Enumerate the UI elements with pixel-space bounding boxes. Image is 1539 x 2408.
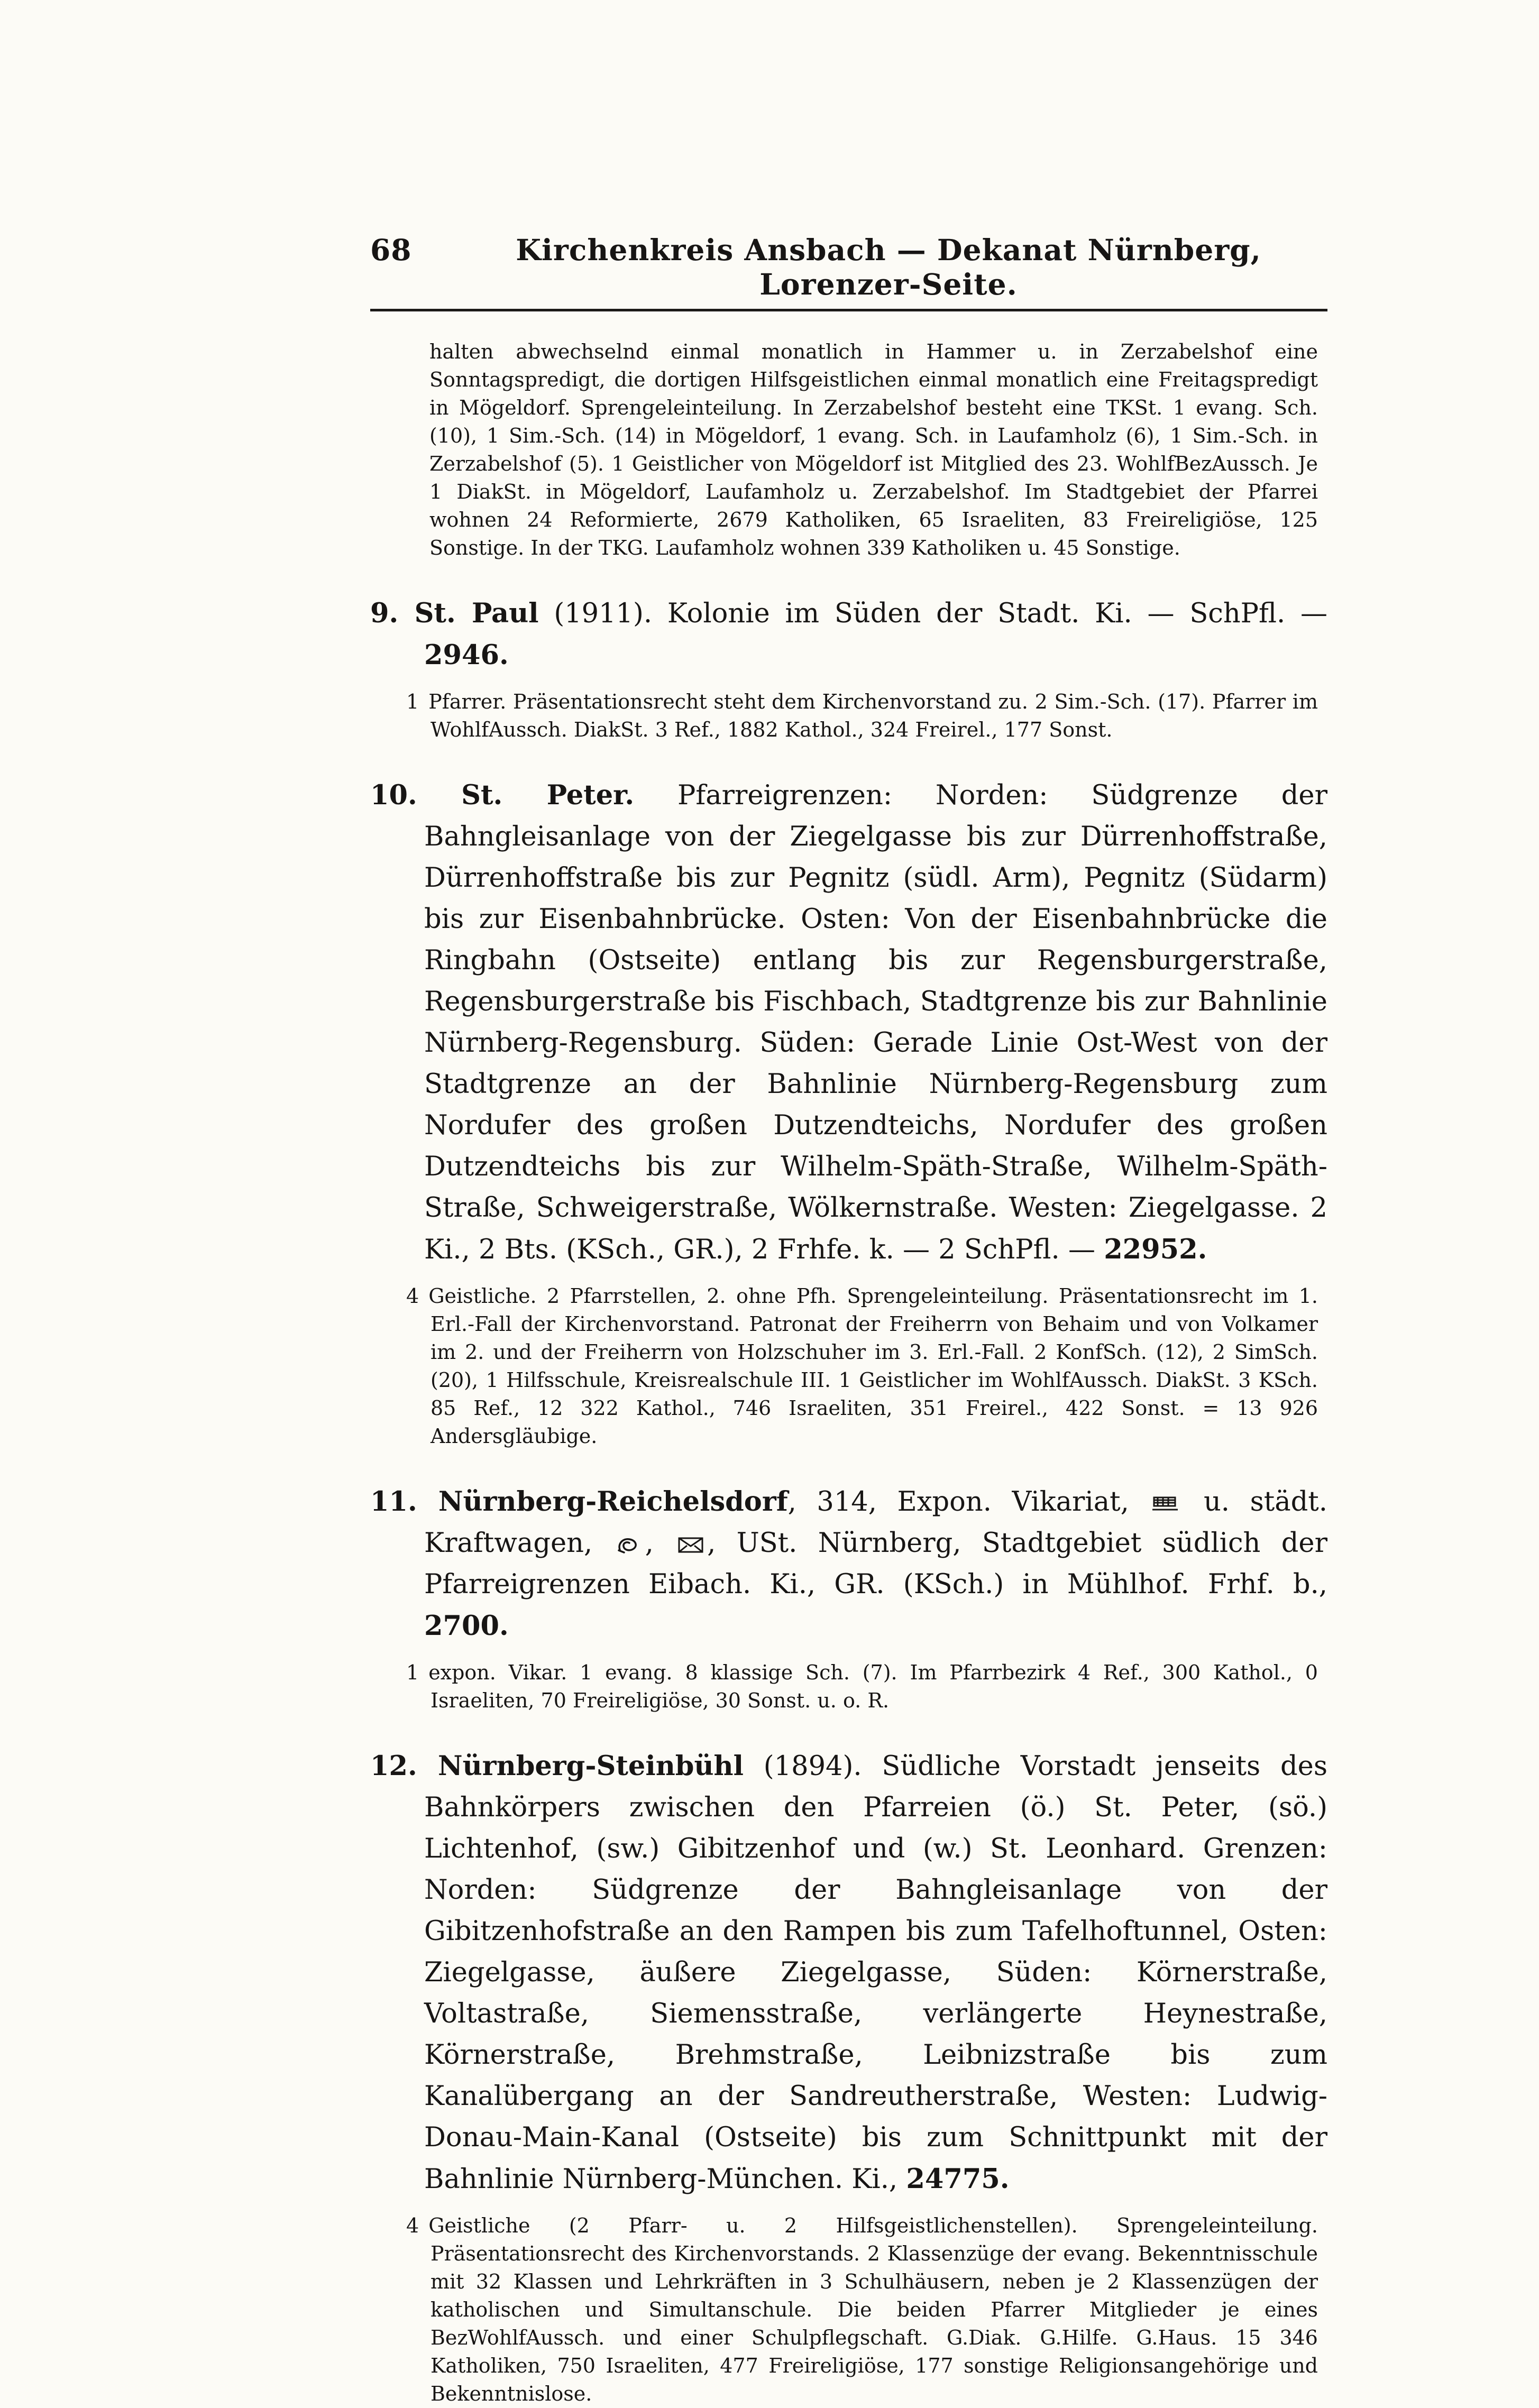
section-10-body: Pfarreigrenzen: Norden: Südgrenze der Bahngleisanlage von der Ziegelgasse bis zur Dürrenhoffstraße, Dürrenhoffstraße bis zur Pegnitz (südl. Arm), Pegnitz (Südarm) bis zur Eisenbahnbrücke. Osten: Von der Eisenbahnbrücke die Ringbahn (Ostseite) entlang bis zur Regensburgerstraße, Regensburgerstraße bis Fischbach, Stadtgrenze bis zur Bahnlinie Nürnberg-Regensburg. Süden: Gerade Linie Ost-West von der Stadtgrenze an der Bahnlinie Nürnberg-Regensburg zum Nordufer des großen Dutzendteichs, Nordufer des großen Dutzendteichs bis zur Wilhelm-Späth-Straße, Wilhelm-Späth-Straße, Schweigerstraße, Wölkernstraße. Westen: Ziegelgasse. 2 Ki., 2 Bts. (KSch., GR.), 2 Frhfe. k. — 2 SchPfl. — (424, 780, 1327, 1265)
section-11-stat: 2700. (424, 1610, 509, 1642)
section-12-heading (370, 1745, 1327, 2200)
section-11-mid2: , (645, 1528, 675, 1559)
section-nuernberg-steinbuehl (370, 1745, 1327, 2408)
page-header (370, 233, 1327, 301)
header-rule (370, 309, 1327, 311)
section-9-stat: 2946. (424, 639, 509, 671)
section-12-title: 12. Nürnberg-Steinbühl (370, 1750, 744, 1782)
section-10-stat: 22952. (1104, 1234, 1207, 1265)
section-11-mid1: u. städt. Kraftwagen, (424, 1486, 1328, 1559)
section-12-stat: 24775. (906, 2163, 1010, 2195)
section-st-paul (370, 593, 1327, 744)
section-10-title: 10. St. Peter. (370, 779, 635, 811)
section-10-heading (370, 775, 1327, 1271)
page-number: 68 (370, 233, 412, 267)
intro-paragraph: halten abwechselnd einmal monatlich in Hammer u. in Zerzabelshof eine Sonntagspredigt, die dortigen Hilfsgeistlichen einmal monatlich eine Freitagspredigt in Mögeldorf. Sprengeleinteilung. In Zerzabelshof besteht eine TKSt. 1 evang. Sch. (10), 1 Sim.-Sch. (14) in Mögeldorf, 1 evang. Sch. in Laufamholz (6), 1 Sim.-Sch. in Zerzabelshof (5). 1 Geistlicher von Mögeldorf ist Mitglied des 23. WohlfBezAussch. Je 1 DiakSt. in Mögeldorf, Laufamholz u. Zerzabelshof. Im Stadtgebiet der Pfarrei wohnen 24 Reformierte, 2679 Katholiken, 65 Israeliten, 83 Freireligiöse, 125 Sonstige. In der TKG. Laufamholz wohnen 339 Katholiken u. 45 Sonstige. (429, 340, 1318, 559)
section-st-peter (370, 775, 1327, 1450)
note-marker: 1 (406, 690, 419, 713)
note-text: Geistliche. 2 Pfarrstellen, 2. ohne Pfh. Sprengeleinteilung. Präsentationsrecht im 1. Erl.-Fall der Kirchenvorstand. Patronat der Freiherrn von Behaim und von Volkamer im 2. und der Freiherrn von Holzschuher im 3. Erl.-Fall. 2 KonfSch. (12), 2 SimSch. (20), 1 Hilfsschule, Kreisrealschule III. 1 Geistlicher im WohlfAussch. DiakSt. 3 KSch. 85 Ref., 12 322 Kathol., 746 Israeliten, 351 Freirel., 422 Sonst. = 13 926 Andersgläubige. (428, 1284, 1318, 1448)
railway-station-icon (1149, 1495, 1183, 1513)
section-9-heading (370, 593, 1327, 676)
letter-icon (674, 1536, 707, 1554)
section-11-mid3: , USt. Nürnberg, Stadtgebiet südlich der Pfarreigrenzen Eibach. Ki., GR. (KSch.) in Mühlhof. Frhf. b., (424, 1528, 1327, 1600)
note-text: Pfarrer. Präsentationsrecht steht dem Kirchenvorstand zu. 2 Sim.-Sch. (17). Pfarrer im WohlfAussch. DiakSt. 3 Ref., 1882 Kathol., 324 Freirel., 177 Sonst. (428, 690, 1318, 741)
section-12-note (406, 2212, 1318, 2408)
posthorn-icon (613, 1536, 645, 1554)
note-marker: 4 (406, 2214, 419, 2237)
section-11-note (406, 1659, 1318, 1715)
note-text: Geistliche (2 Pfarr- u. 2 Hilfsgeistlichenstellen). Sprengeleinteilung. Präsentationsrecht des Kirchenvorstands. 2 Klassenzüge der evang. Bekenntnisschule mit 32 Klassen und Lehrkräften in 3 Schulhäusern, neben je 2 Klassenzügen der katholischen und Simultanschule. Die beiden Pfarrer Mitglieder je eines BezWohlfAussch. und einer Schulpflegschaft. G.Diak. G.Hilfe. G.Haus. 15 346 Katholiken, 750 Israeliten, 477 Freireligiöse, 177 sonstige Religionsangehörige und Bekenntnislose. (428, 2214, 1318, 2405)
section-11-title: 11. Nürnberg-Reichelsdorf (370, 1486, 788, 1518)
section-nuernberg-reichelsdorf (370, 1481, 1327, 1715)
page-title: Kirchenkreis Ansbach — Dekanat Nürnberg, Lorenzer-Seite. (516, 233, 1261, 301)
section-11-heading (370, 1481, 1327, 1647)
scanned-book-page (370, 233, 1327, 2408)
section-9-body: (1911). Kolonie im Süden der Stadt. Ki. — SchPfl. — (538, 598, 1328, 629)
section-11-lead: , 314, Expon. Vikariat, (787, 1486, 1150, 1518)
section-9-title: 9. St. Paul (370, 598, 539, 629)
note-marker: 4 (406, 1284, 419, 1308)
note-text: expon. Vikar. 1 evang. 8 klassige Sch. (7). Im Pfarrbezirk 4 Ref., 300 Kathol., 0 Israeliten, 70 Freireligiöse, 30 Sonst. u. o. R. (428, 1661, 1318, 1712)
note-marker: 1 (406, 1661, 419, 1684)
section-12-body: (1894). Südliche Vorstadt jenseits des Bahnkörpers zwischen den Pfarreien (ö.) St. Peter, (sö.) Lichtenhof, (sw.) Gibitzenhof und (w.) St. Leonhard. Grenzen: Norden: Südgrenze der Bahngleisanlage von der Gibitzenhofstraße an den Rampen bis zum Tafelhoftunnel, Osten: Ziegelgasse, äußere Ziegelgasse, Süden: Körnerstraße, Voltastraße, Siemensstraße, verlängerte Heynestraße, Körnerstraße, Brehmstraße, Leibnizstraße bis zum Kanalübergang an der Sandreutherstraße, Westen: Ludwig-Donau-Main-Kanal (Ostseite) bis zum Schnittpunkt mit der Bahnlinie Nürnberg-München. Ki., (424, 1751, 1327, 2195)
section-10-note (406, 1282, 1318, 1450)
section-9-note (406, 688, 1318, 744)
